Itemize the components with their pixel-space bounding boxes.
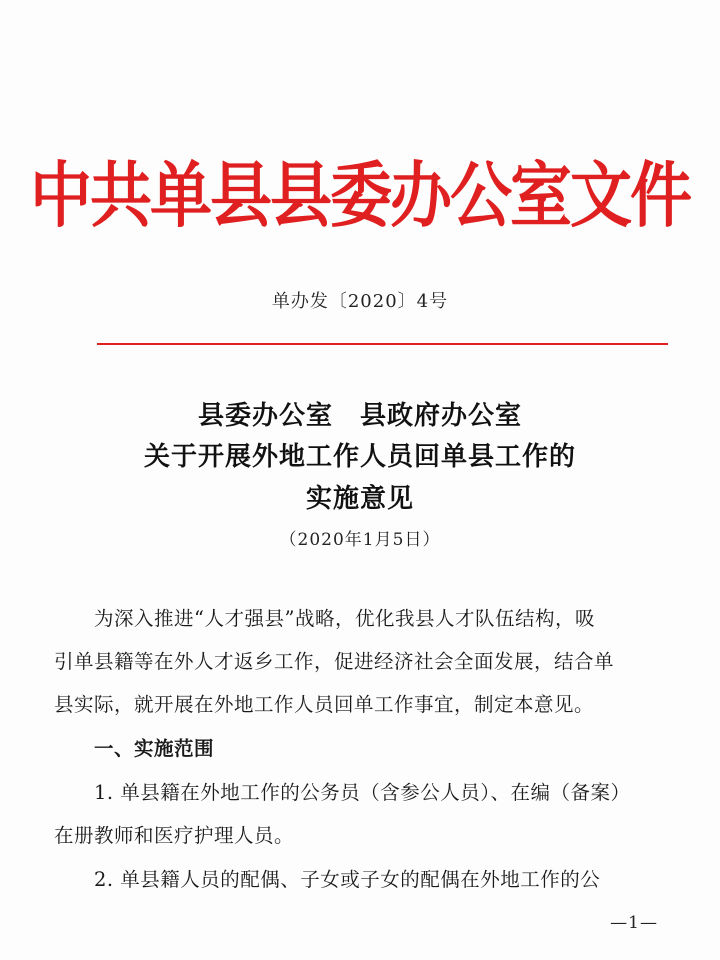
body-paragraph-line: 县实际，就开展在外地工作人员回单工作事宜，制定本意见。 [54,693,595,716]
document-date: （2020年1月5日） [279,530,441,550]
page-number: —1— [610,913,658,933]
body-paragraph-line: 为深入推进“人才强县”战略，优化我县人才队伍结构，吸 [54,607,595,630]
document-title-line-2: 关于开展外地工作人员回单县工作的 [143,442,576,472]
body-paragraph-line: 引单县籍等在外人才返乡工作，促进经济社会全面发展，结合单 [54,650,615,673]
document-number: 单办发〔2020〕4号 [271,291,449,312]
red-separator-line [97,343,668,345]
section-heading: 一、实施范围 [54,737,215,760]
document-title-line-3: 实施意见 [305,484,414,514]
body-paragraph-line: 1. 单县籍在外地工作的公务员（含参公人员）、在编（备案） [54,781,631,804]
document-title-line-1: 县委办公室 县政府办公室 [197,401,522,431]
document-masthead: 中共单县县委办公室文件 [29,153,690,238]
body-paragraph-line: 在册教师和医疗护理人员。 [54,824,295,847]
body-paragraph-line: 2. 单县籍人员的配偶、子女或子女的配偶在外地工作的公 [54,868,601,891]
